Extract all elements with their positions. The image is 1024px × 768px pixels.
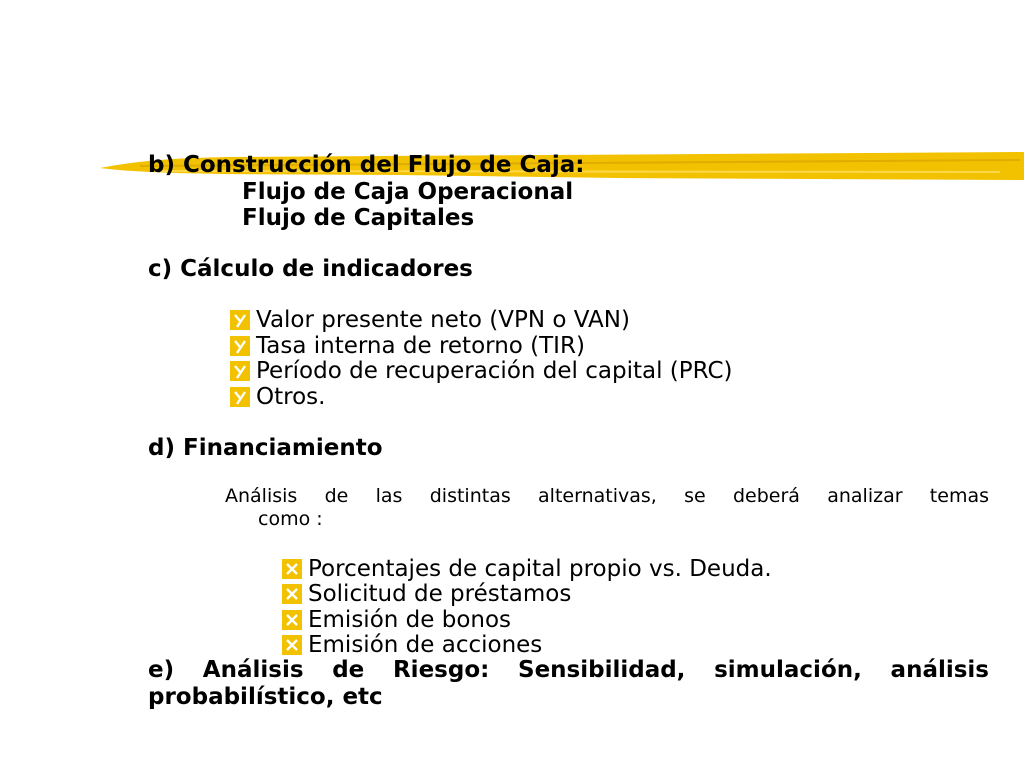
x-box-icon (282, 635, 302, 655)
y-box-icon (230, 310, 250, 330)
list-item (230, 384, 325, 410)
list-item-label: Porcentajes de capital propio vs. Deuda. (308, 556, 772, 582)
list-item-label: Solicitud de préstamos (308, 581, 572, 607)
list-item-label: Emisión de bonos (308, 607, 512, 633)
list-item (282, 581, 571, 607)
section-e-title: e) Análisis de Riesgo: Sensibilidad, simulación, análisis (148, 657, 989, 683)
list-item-label: Otros. (256, 384, 326, 410)
list-item (282, 556, 772, 582)
section-b-title: b) Construcción del Flujo de Caja: (148, 152, 585, 178)
list-item-label: Tasa interna de retorno (TIR) (256, 333, 585, 359)
section-e-title-cont: probabilístico, etc (148, 684, 383, 710)
list-item-label: Valor presente neto (VPN o VAN) (256, 307, 630, 333)
y-box-icon (230, 361, 250, 381)
list-item (230, 358, 733, 384)
x-box-icon (282, 610, 302, 630)
x-box-icon (282, 584, 302, 604)
list-item-label: Emisión de acciones (308, 632, 543, 658)
x-box-icon (282, 559, 302, 579)
section-b-item: Flujo de Capitales (242, 205, 475, 231)
list-item (282, 607, 511, 633)
section-c-title: c) Cálculo de indicadores (148, 256, 473, 282)
list-item (230, 333, 585, 359)
section-d-paragraph: Análisis de las distintas alternativas, se deberá analizar temas (225, 485, 989, 507)
list-item (282, 632, 542, 658)
section-b-item: Flujo de Caja Operacional (242, 179, 574, 205)
y-box-icon (230, 336, 250, 356)
section-d-paragraph-cont: como : (258, 508, 323, 530)
list-item-label: Período de recuperación del capital (PRC) (256, 358, 733, 384)
list-item (230, 307, 630, 333)
section-d-title: d) Financiamiento (148, 435, 383, 461)
y-box-icon (230, 387, 250, 407)
